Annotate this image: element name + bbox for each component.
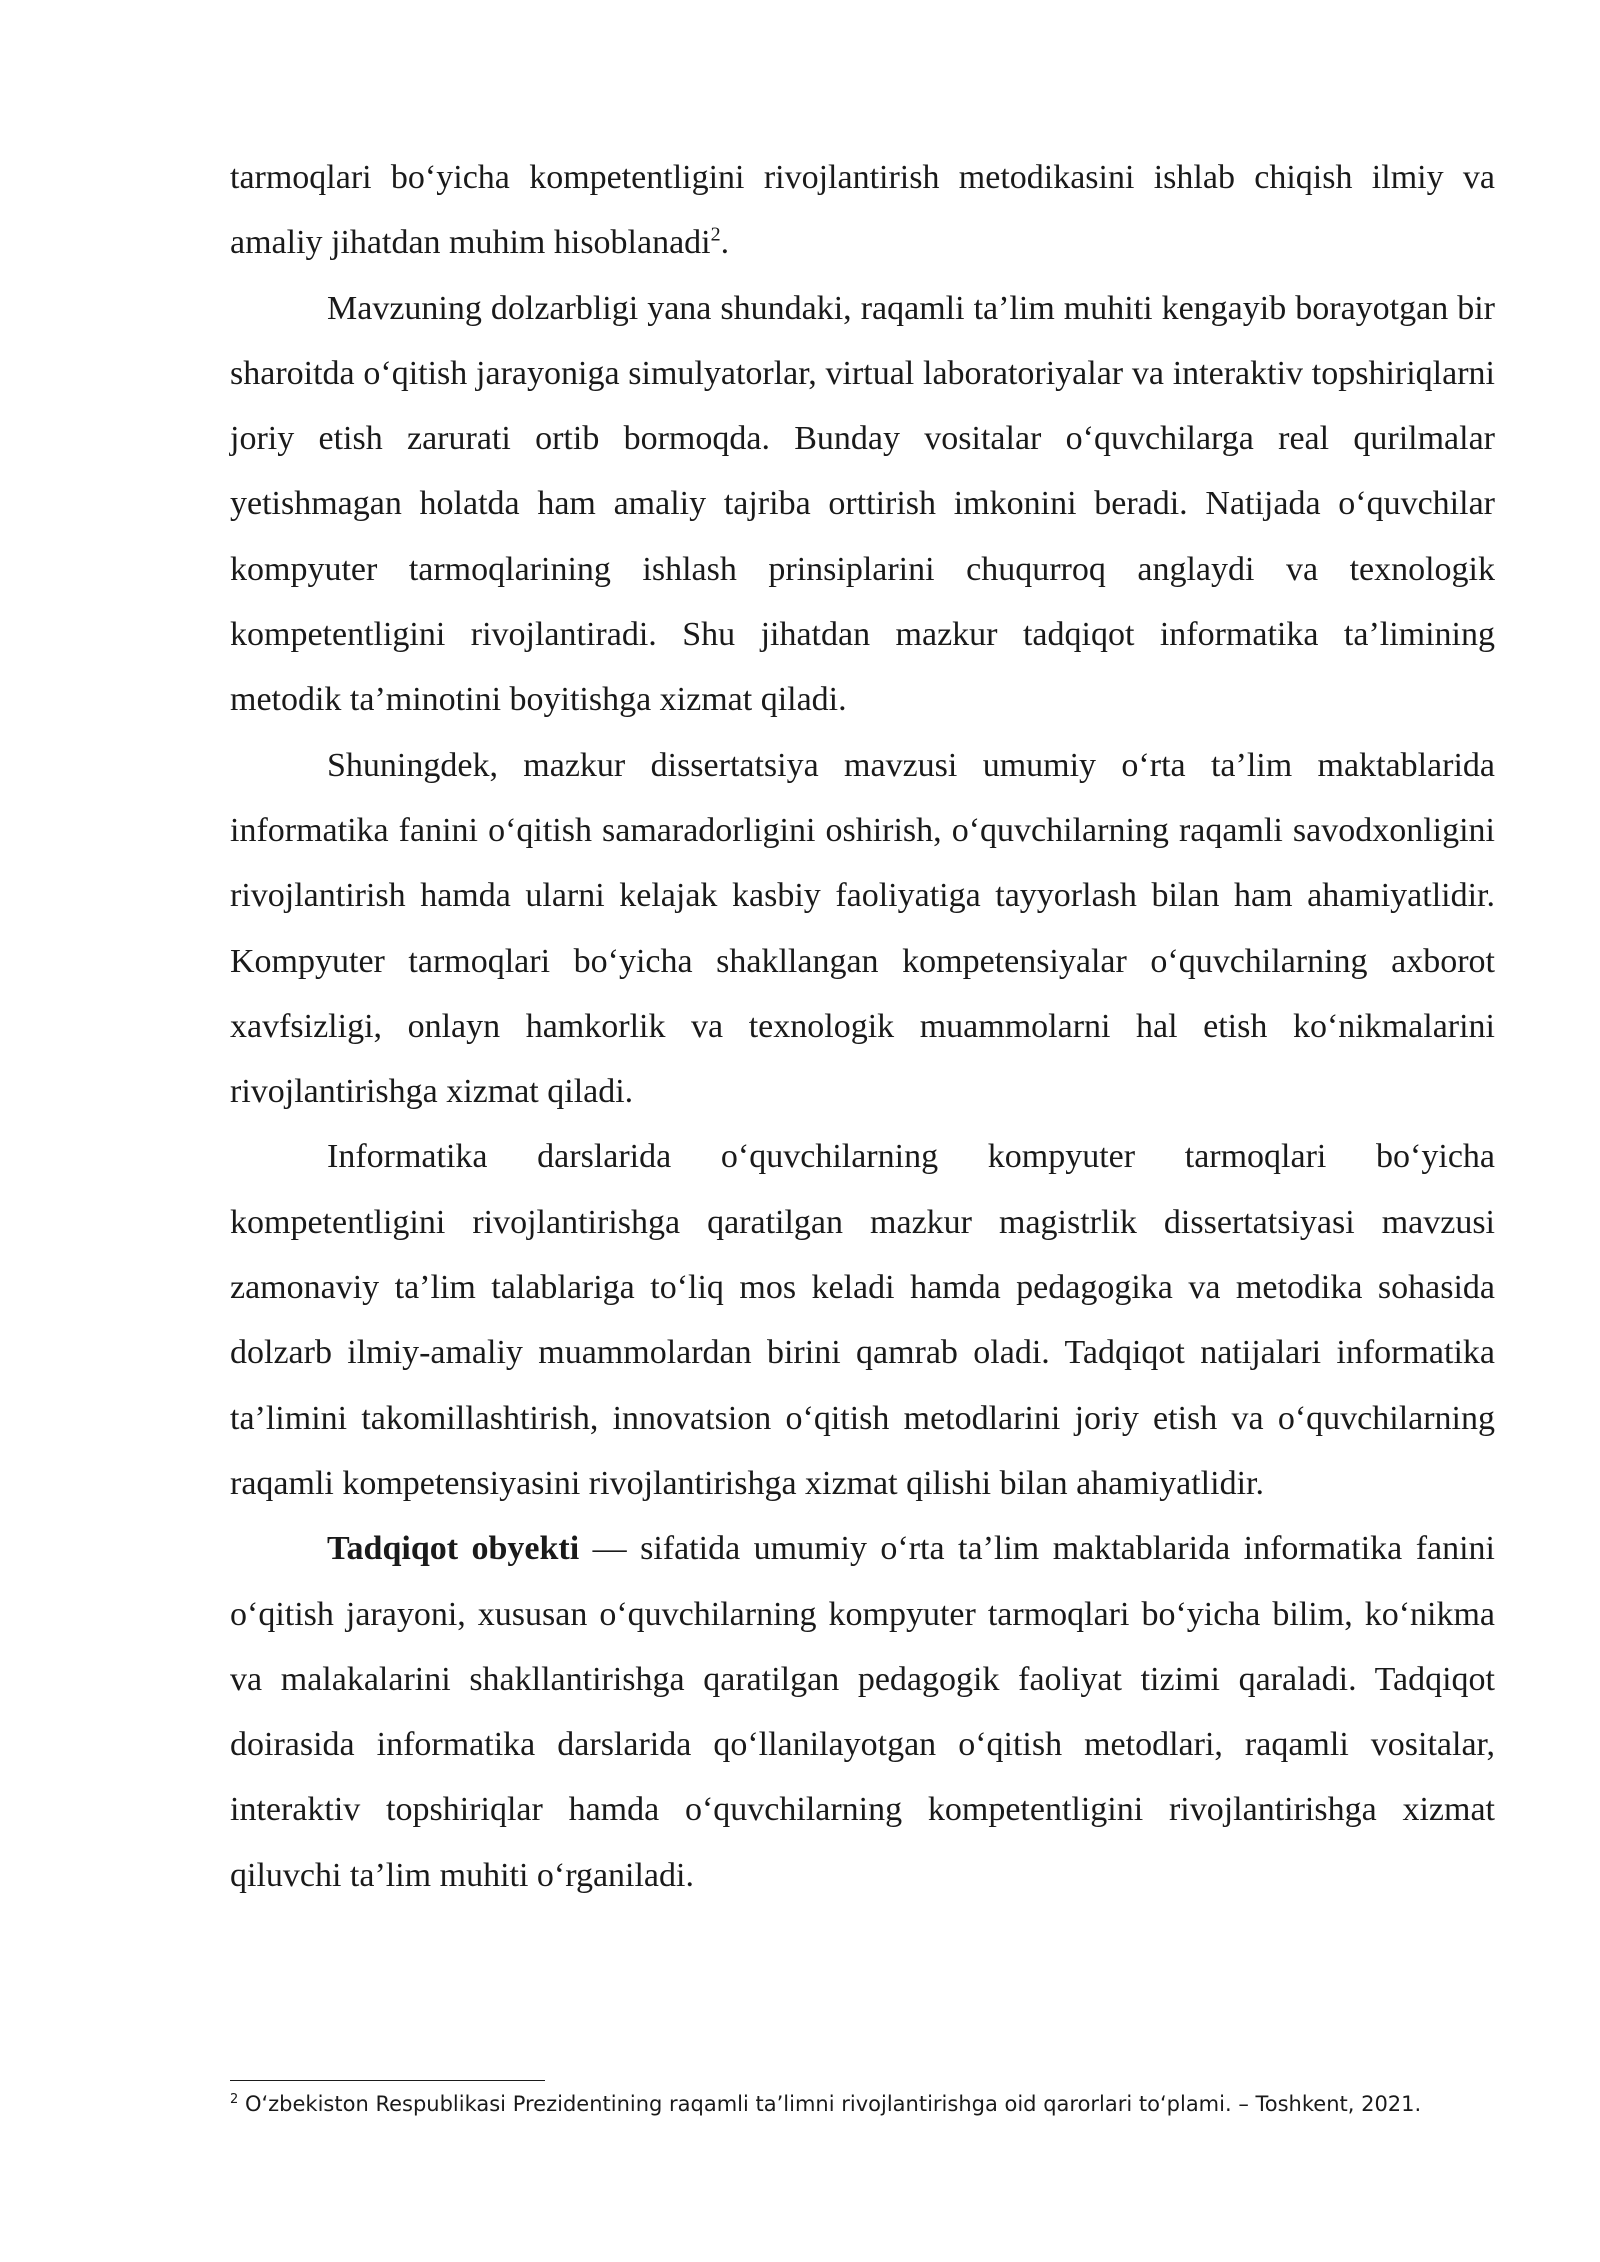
paragraph-relevance: Mavzuning dolzarbligi yana shundaki, raqamli ta’lim muhiti kengayib borayotgan bir sharoitda oʻqitish jarayoniga simulyatorlar, virtual laboratoriyalar va interaktiv topshiriqlarni joriy etish zarurati ortib bormoqda. Bunday vositalar oʻquvchilarga real qurilmalar yetishmagan holatda ham amaliy tajriba orttirish imkonini beradi. Natijada oʻquvchilar kompyuter tarmoqlarining ishlash prinsiplarini chuqurroq anglaydi va texnologik kompetentligini rivojlantiradi. Shu jihatdan mazkur tadqiqot informatika ta’limining metodik ta’minotini boyitishga xizmat qiladi. xyxy=(230,289,1495,719)
footnote-reference[interactable]: 2 xyxy=(710,223,721,246)
paragraph-continuation xyxy=(230,145,1495,276)
document-body xyxy=(230,145,1495,1908)
research-object-heading: Tadqiqot obyekti xyxy=(327,1530,580,1568)
footnote-divider xyxy=(230,2080,545,2081)
paragraph-significance: Shuningdek, mazkur dissertatsiya mavzusi umumiy oʻrta ta’lim maktablarida informatika fanini oʻqitish samaradorligini oshirish, oʻquvchilarning raqamli savodxonligini rivojlantirish hamda ularni kelajak kasbiy faoliyatiga tayyorlash bilan ham ahamiyatlidir. Kompyuter tarmoqlari boʻyicha shakllangan kompetensiyalar oʻquvchilarning axborot xavfsizligi, onlayn hamkorlik va texnologik muammolarni hal etish koʻnikmalarini rivojlantirishga xizmat qiladi. xyxy=(230,746,1495,1111)
footnote xyxy=(230,2090,1530,2118)
footnote-text: Oʻzbekiston Respublikasi Prezidentining raqamli ta’limni rivojlantirishga oid qarorlari toʻplami. – Toshkent, 2021. xyxy=(238,2092,1422,2116)
paragraph-topic-fit: Informatika darslarida oʻquvchilarning kompyuter tarmoqlari boʻyicha kompetentligini rivojlantirishga qaratilgan mazkur magistrlik dissertatsiyasi mavzusi zamonaviy ta’lim talablariga toʻliq mos keladi hamda pedagogika va metodika sohasida dolzarb ilmiy-amaliy muammolardan birini qamrab oladi. Tadqiqot natijalari informatika ta’limini takomillashtirish, innovatsion oʻqitish metodlarini joriy etish va oʻquvchilarning raqamli kompetensiyasini rivojlantirishga xizmat qilishi bilan ahamiyatlidir. xyxy=(230,1138,1495,1502)
paragraph-text: tarmoqlari boʻyicha kompetentligini rivojlantirish metodikasini ishlab chiqish ilmiy va amaliy jihatdan muhim hisoblanadi xyxy=(230,159,1495,262)
footnote-number: 2 xyxy=(230,2092,239,2107)
research-object-text: — sifatida umumiy oʻrta ta’lim maktablarida informatika fanini oʻqitish jarayoni, xususan oʻquvchilarning kompyuter tarmoqlari boʻyicha bilim, koʻnikma va malakalarini shakllantirishga qaratilgan pedagogik faoliyat tizimi qaraladi. Tadqiqot doirasida informatika darslarida qoʻllanilayotgan oʻqitish metodlari, raqamli vositalar, interaktiv topshiriqlar hamda oʻquvchilarning kompetentligini rivojlantirishga xizmat qiluvchi ta’lim muhiti oʻrganiladi. xyxy=(230,1530,1495,1894)
paragraph-tail: . xyxy=(720,224,730,262)
paragraph-research-object xyxy=(230,1516,1495,1908)
